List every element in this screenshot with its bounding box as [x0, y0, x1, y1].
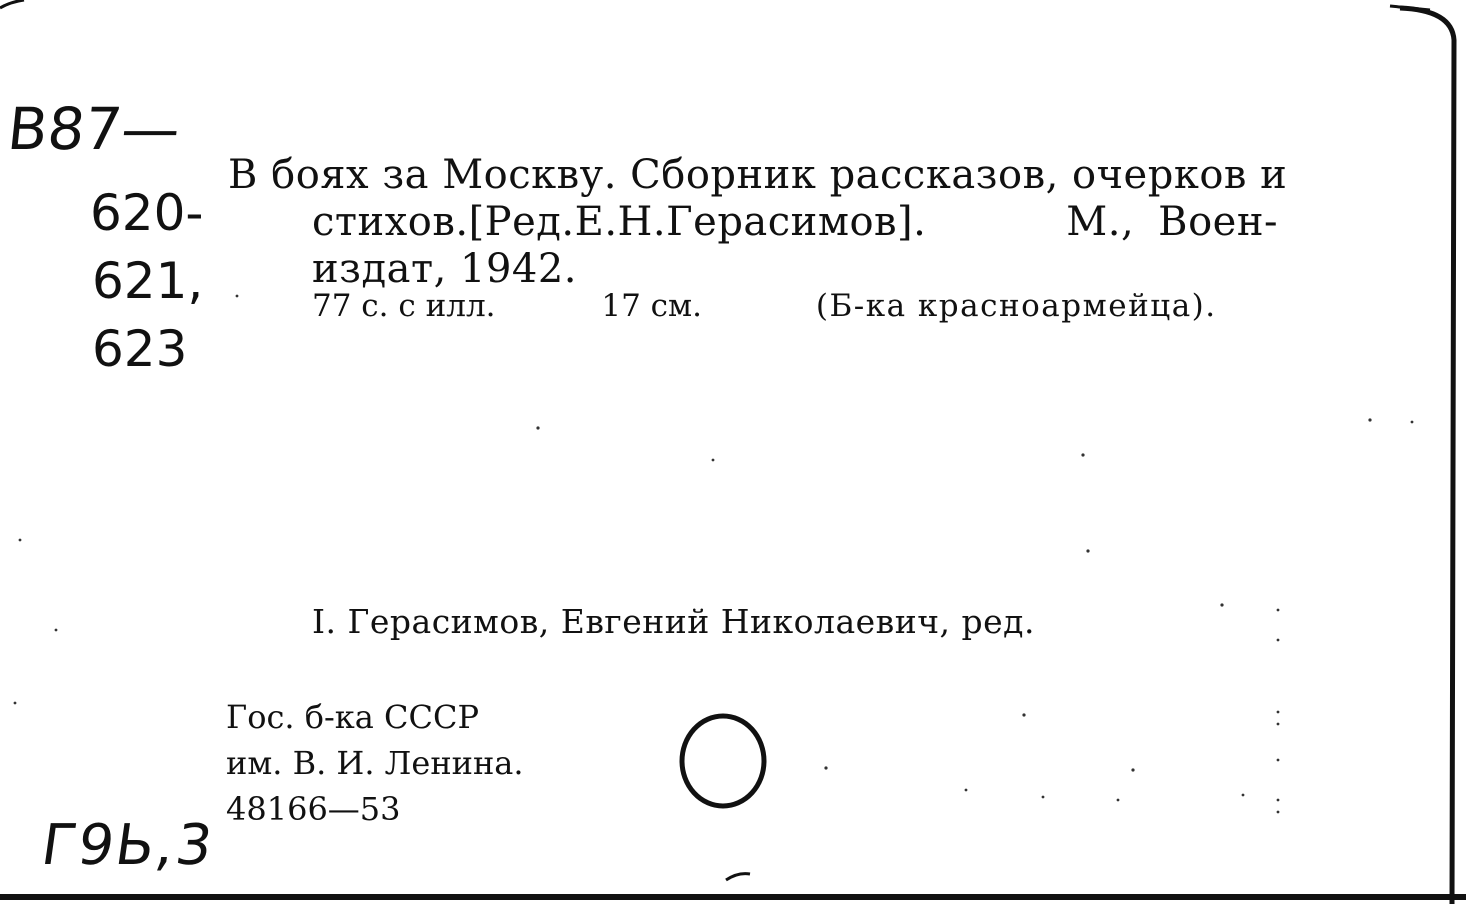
book-size: 17 см.: [601, 288, 702, 324]
entry-word: боях: [271, 152, 370, 198]
series-note: (Б-ка красноармейца).: [815, 288, 1217, 324]
entry-gap: [926, 199, 1066, 246]
entry-word: за: [382, 152, 429, 198]
entry-word: стихов.: [312, 199, 469, 245]
entry-word: Москву.: [442, 152, 617, 198]
entry-word: Н.: [617, 199, 667, 245]
call-number-line-4: 623: [92, 320, 188, 378]
entry-word: В: [228, 152, 258, 198]
entry-word: М.,: [1066, 199, 1135, 245]
imprint-line-3: 48166—53: [226, 790, 401, 828]
call-number-line-1: В87—: [4, 95, 184, 163]
imprint-line-2: им. В. И. Ленина.: [226, 744, 524, 782]
call-number-line-2: 620-: [90, 184, 204, 242]
bibliographic-entry: [228, 152, 1288, 293]
card-hole-icon: [678, 712, 768, 810]
entry-word: [Ред.: [468, 199, 575, 245]
entry-line-3: издат, 1942.: [312, 246, 578, 292]
pagination: 77 с. с илл.: [312, 288, 496, 324]
call-number-line-3: 621,: [92, 252, 204, 310]
imprint-line-1: Гос. б-ка СССР: [226, 698, 480, 736]
entry-word: и: [1260, 152, 1288, 198]
entry-line-1: [228, 152, 1288, 199]
entry-word: очерков: [1072, 152, 1247, 198]
entry-line-2: [228, 199, 1288, 246]
collation-line: [312, 288, 1217, 324]
entry-word: рассказов,: [829, 152, 1059, 198]
entry-word: Сборник: [630, 152, 817, 198]
entry-word: Герасимов].: [666, 199, 927, 245]
entry-word: Воен-: [1158, 199, 1278, 245]
bottom-handwritten-code: Г9Ь,3: [37, 813, 219, 878]
library-imprint: [226, 694, 524, 832]
entry-gap: [1134, 199, 1158, 246]
entry-word: Е.: [574, 199, 618, 245]
tracing-line: I. Герасимов, Евгений Николаевич, ред.: [312, 602, 1035, 641]
